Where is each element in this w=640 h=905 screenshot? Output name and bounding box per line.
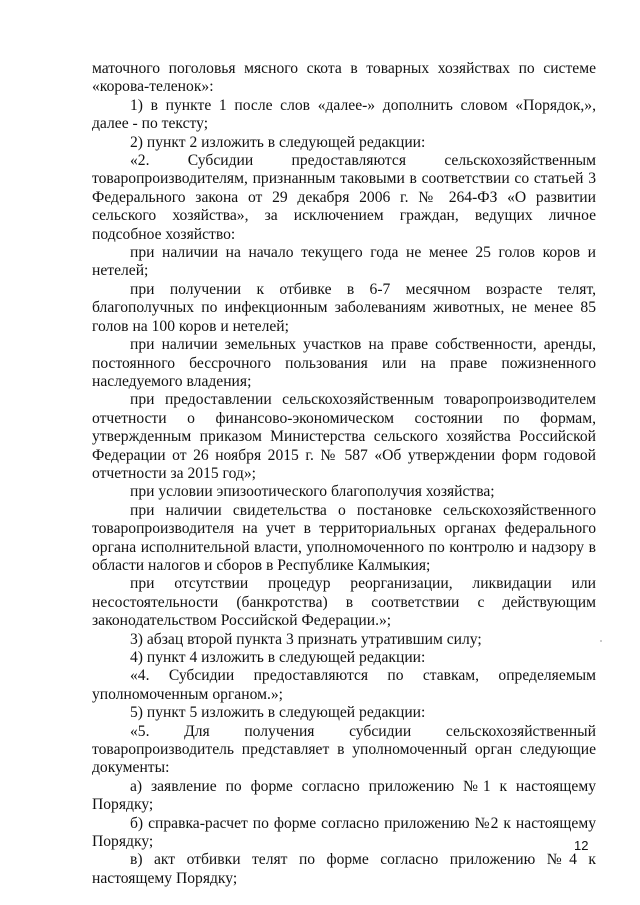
paragraph: «4. Субсидии предоставляются по ставкам, определяемым уполномоченным органом.»; <box>92 667 596 703</box>
paragraph: при получении к отбивке в 6-7 месячном возрасте телят, благополучных по инфекционным заболеваниям животных, не менее 85 голов на 100 коров и нетелей; <box>92 280 596 335</box>
paragraph: а) заявление по форме согласно приложению №1 к настоящему Порядку; <box>92 777 596 814</box>
paragraph: 1) в пункте 1 после слов «далее-» дополнить словом «Порядок,», далее - по тексту; <box>92 96 596 133</box>
paragraph: маточного поголовья мясного скота в товарных хозяйствах по системе «корова-теленок»: <box>92 60 596 96</box>
paragraph: в) акт отбивки телят по форме согласно приложению №4 к настоящему Порядку; <box>92 851 596 887</box>
paragraph: «2. Субсидии предоставляются сельскохозяйственным товаропроизводителям, признанным таковыми в соответствии со статьей 3 Федерального закона от 29 декабря 2006 г. № 264-ФЗ «О развитии сельского хозяйства», за исключением граждан, ведущих личное подсобное хозяйство: <box>92 152 596 243</box>
paragraph: при наличии земельных участков на праве собственности, аренды, постоянного бессрочного пользования или на праве пожизненного наследуемого владения; <box>92 336 596 390</box>
paragraph: б) справка-расчет по форме согласно приложению №2 к настоящему Порядку; <box>92 814 596 851</box>
paragraph: 5) пункт 5 изложить в следующей редакции: <box>130 704 426 722</box>
paragraph: при наличии свидетельства о постановке сельскохозяйственного товаропроизводителя на учет в территориальных органах федерального органа исполнительной власти, уполномоченного по контролю и надзору в области налогов и сборов в Республике Калмыкия; <box>92 501 596 574</box>
paragraph: при предоставлении сельскохозяйственным товаропроизводителем отчетности о финансово-экономическом состоянии по формам, утвержденным приказом Министерства сельского хозяйства Российской Федерации от 26 ноября 2015 г. № 587 «Об утверждении форм годовой отчетности за 2015 год»; <box>92 391 596 482</box>
paragraph: при отсутствии процедур реорганизации, ликвидации или несостоятельности (банкротства) в соответствии с действующим законодательством Российской Федерации.»; <box>92 575 596 630</box>
paragraph: при наличии на начало текущего года не менее 25 голов коров и нетелей; <box>92 244 596 280</box>
paragraph: 4) пункт 4 изложить в следующей редакции: <box>130 649 426 666</box>
page-number: 12 <box>574 838 589 853</box>
paragraph: при условии эпизоотического благополучия хозяйства; <box>130 483 495 501</box>
paragraph: 2) пункт 2 изложить в следующей редакции: <box>130 133 426 151</box>
document-body <box>92 60 596 888</box>
paragraph: 3) абзац второй пункта 3 признать утратившим силу; <box>130 630 482 648</box>
scan-speck <box>600 640 602 642</box>
paragraph: «5. Для получения субсидии сельскохозяйственный товаропроизводитель представляет в уполномоченный орган следующие документы: <box>92 722 596 777</box>
